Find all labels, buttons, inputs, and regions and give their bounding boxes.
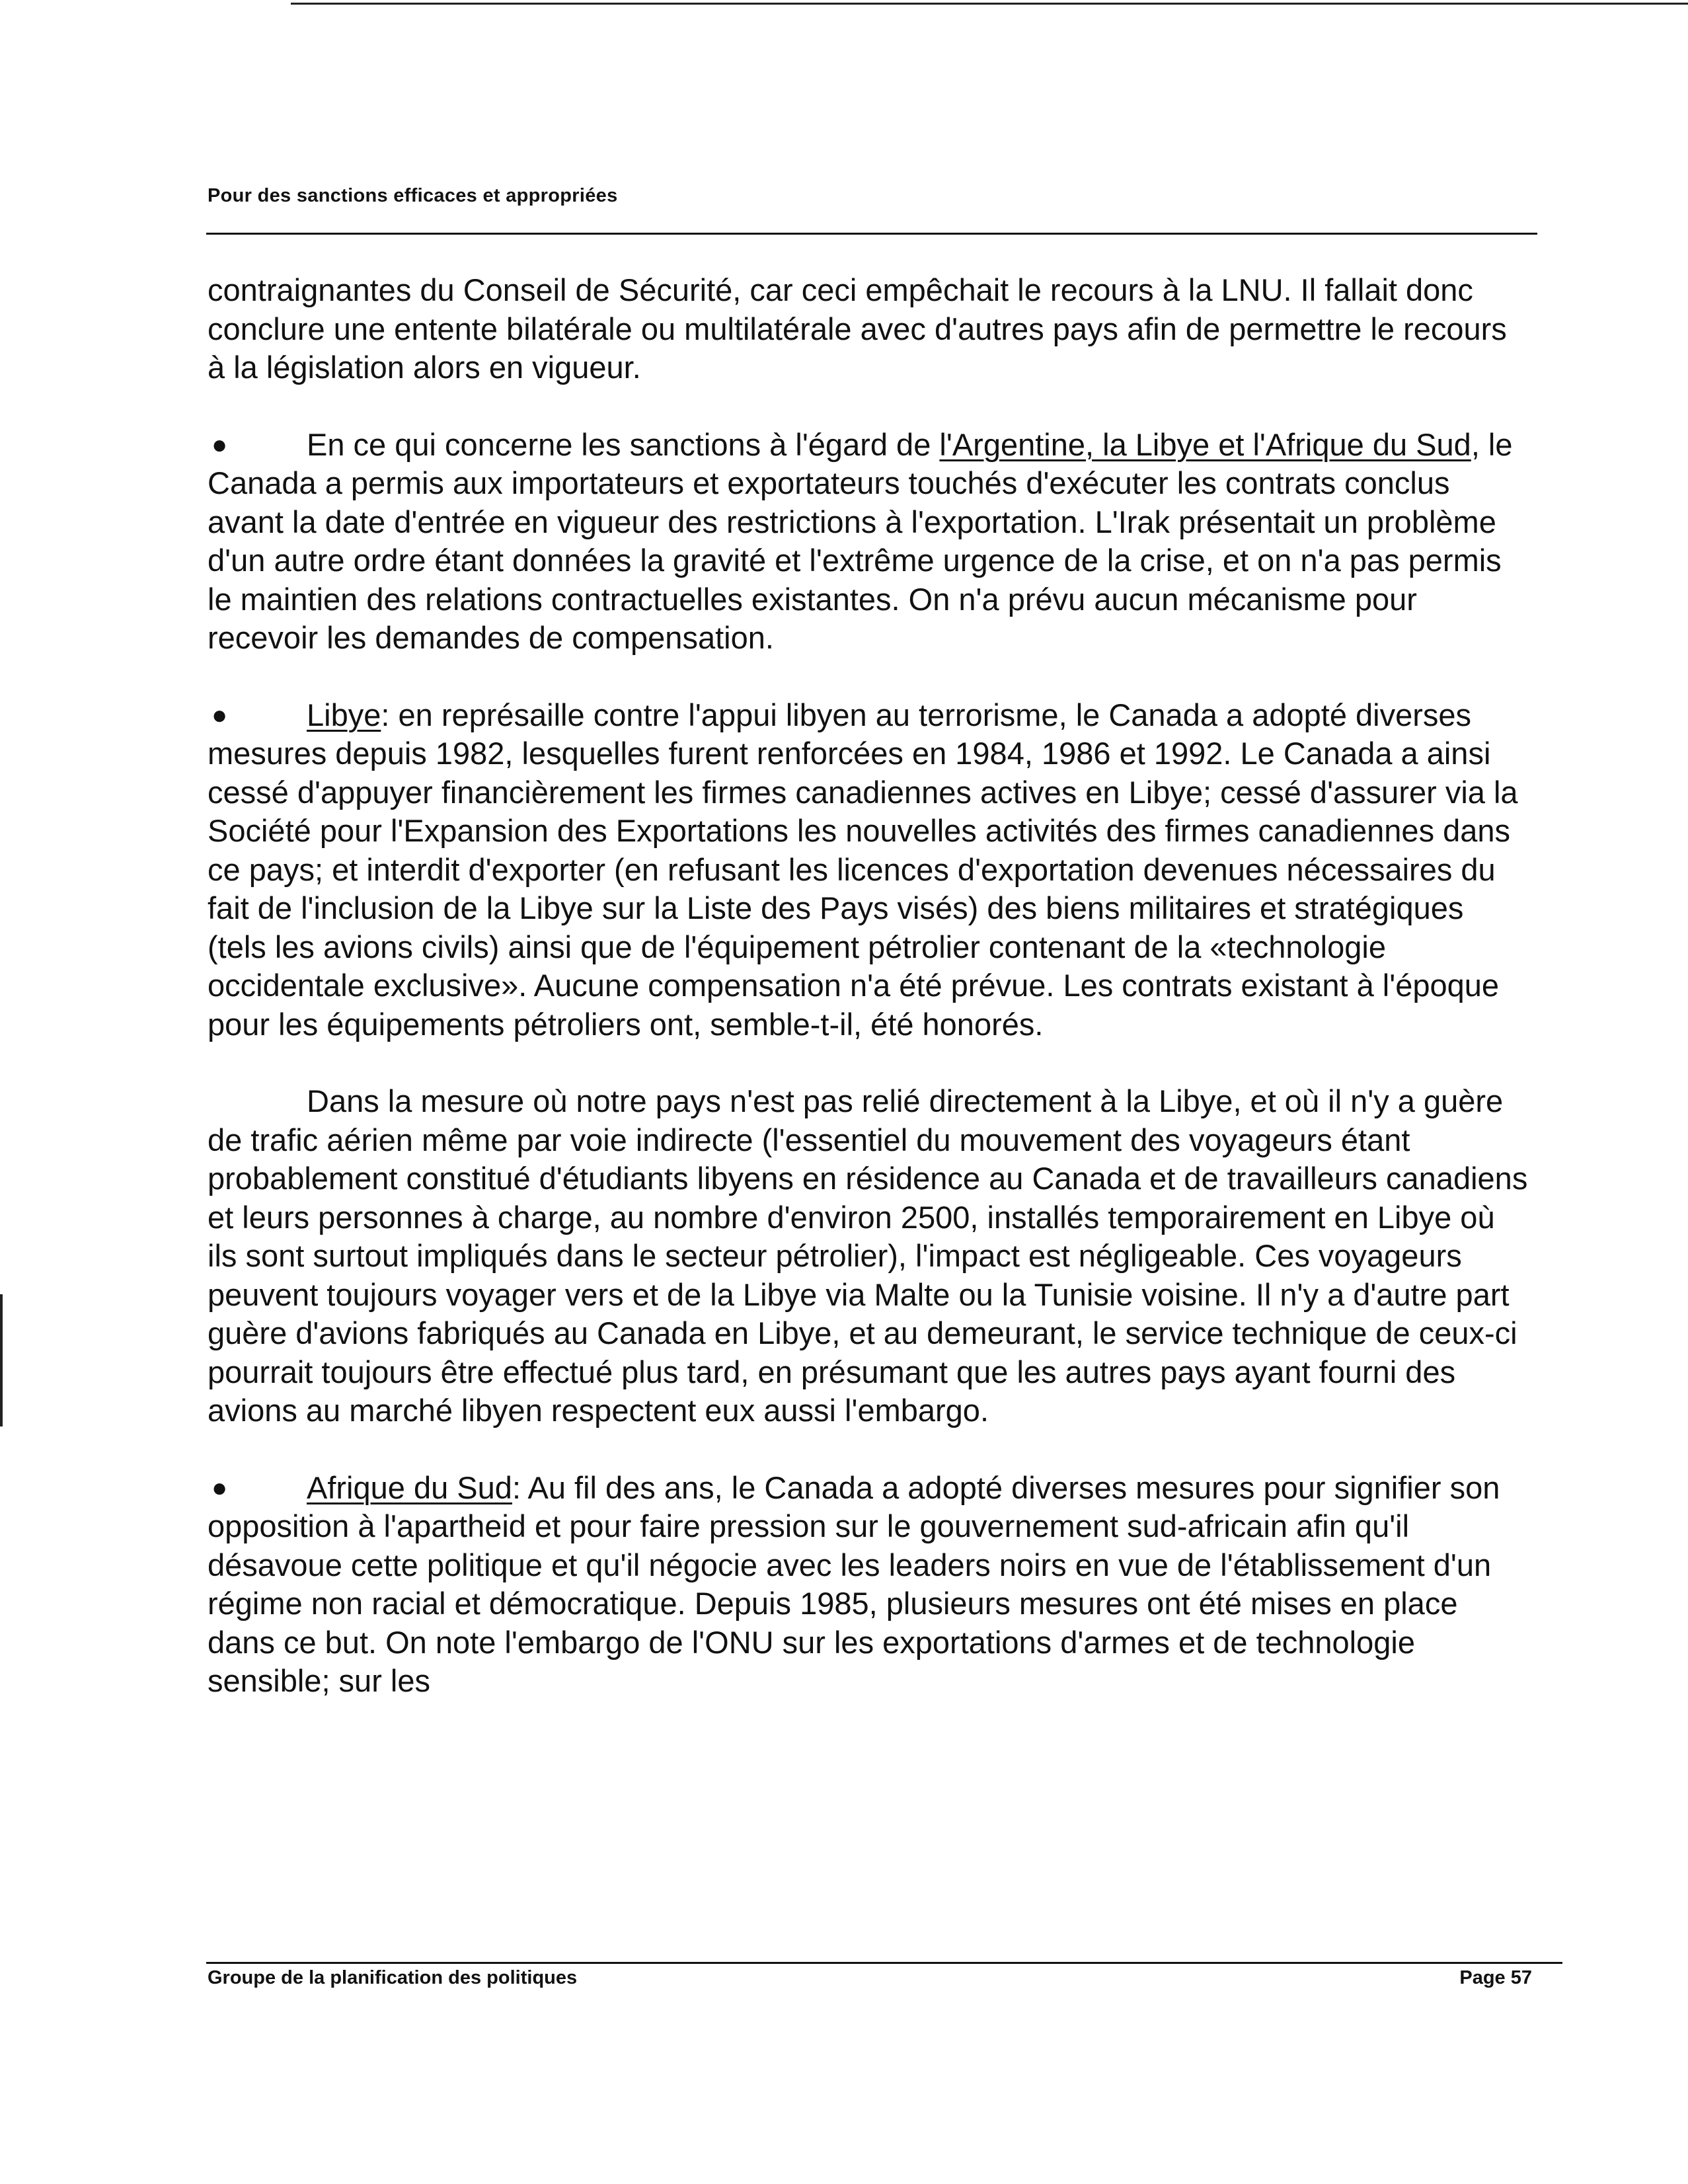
afrique-du-sud-colon: : [512,1469,521,1505]
libye-heading: Libye [307,697,381,732]
footer-rule [206,1962,1562,1964]
bullet-paragraph-contracts [208,426,1529,658]
bullet-icon: ● [211,700,228,730]
bullet-icon: ● [211,430,228,459]
running-header: Pour des sanctions efficaces et appropriées [208,185,618,206]
paragraph-continuation: contraignantes du Conseil de Sécurité, car ceci empêchait le recours à la LNU. Il fallait donc conclure une entente bilatérale ou multilatérale avec d'autres pays afin de permettre le recours à la législation alors en vigueur. [208,272,1507,385]
document-body [208,271,1529,1739]
contracts-rest: , le Canada a permis aux importateurs et exportateurs touchés d'exécuter les contrats conclus avant la date d'entrée en vigueur des restrictions à l'exportation. L'Irak présentait un problème d'un autre ordre étant données la gravité et l'extrême urgence de la crise, et on n'a pas permis le maintien des relations contractuelles existantes. On n'a prévu aucun mécanisme pour recevoir les demandes de compensation. [208,426,1513,655]
contracts-intro: En ce qui concerne les sanctions à l'égard de [307,426,940,462]
libye-colon: : [381,697,390,732]
bullet-paragraph-afrique-du-sud [208,1469,1529,1701]
bullet-icon: ● [211,1473,228,1502]
countries-underlined: l'Argentine, la Libye et l'Afrique du Sud [939,426,1471,462]
header-rule [206,233,1537,235]
top-scan-rule [291,3,1688,5]
libye-text: en représaille contre l'appui libyen au terrorisme, le Canada a adopté diverses mesures depuis 1982, lesquelles furent renforcées en 1984, 1986 et 1992. Le Canada a ainsi cessé d'appuyer financièrement les firmes canadiennes actives en Libye; cessé d'assurer via la Société pour l'Expansion des Exportations les nouvelles activités des firmes canadiennes dans ce pays; et interdit d'exporter (en refusant les licences d'exportation devenues nécessaires du fait de l'inclusion de la Libye sur la Liste des Pays visés) des biens militaires et stratégiques (tels les avions civils) ainsi que de l'équipement pétrolier contenant de la «technologie occidentale exclusive». Aucune compensation n'a été prévue. Les contrats existant à l'époque pour les équipements pétroliers ont, semble-t-il, été honorés. [208,697,1518,1042]
footer-organization: Groupe de la planification des politiques [208,1967,578,1988]
scan-edge-mark [0,1294,3,1426]
page-number: Page 57 [1459,1967,1532,1988]
paragraph-libye-impact [208,1082,1529,1430]
afrique-du-sud-heading: Afrique du Sud [307,1469,512,1505]
afrique-du-sud-text: Au fil des ans, le Canada a adopté diverses mesures pour signifier son opposition à l'apartheid et pour faire pression sur le gouvernement sud-africain afin qu'il désavoue cette politique et qu'il négocie avec les leaders noirs en vue de l'établissement d'un régime non racial et démocratique. Depuis 1985, plusieurs mesures ont été mises en place dans ce but. On note l'embargo de l'ONU sur les exportations d'armes et de technologie sensible; sur les [208,1469,1500,1698]
libye-impact-text: Dans la mesure où notre pays n'est pas relié directement à la Libye, et où il n'y a guère de trafic aérien même par voie indirecte (l'essentiel du mouvement des voyageurs étant probablement constitué d'étudiants libyens en résidence au Canada et de travailleurs canadiens et leurs personnes à charge, au nombre d'environ 2500, installés temporairement en Libye où ils sont surtout impliqués dans le secteur pétrolier), l'impact est négligeable. Ces voyageurs peuvent toujours voyager vers et de la Libye via Malte ou la Tunisie voisine. Il n'y a d'autre part guère d'avions fabriqués au Canada en Libye, et au demeurant, le service technique de ceux-ci pourrait toujours être effectué plus tard, en présumant que les autres pays ayant fourni des avions au marché libyen respectent eux aussi l'embargo. [208,1083,1528,1428]
bullet-paragraph-libye [208,696,1529,1044]
